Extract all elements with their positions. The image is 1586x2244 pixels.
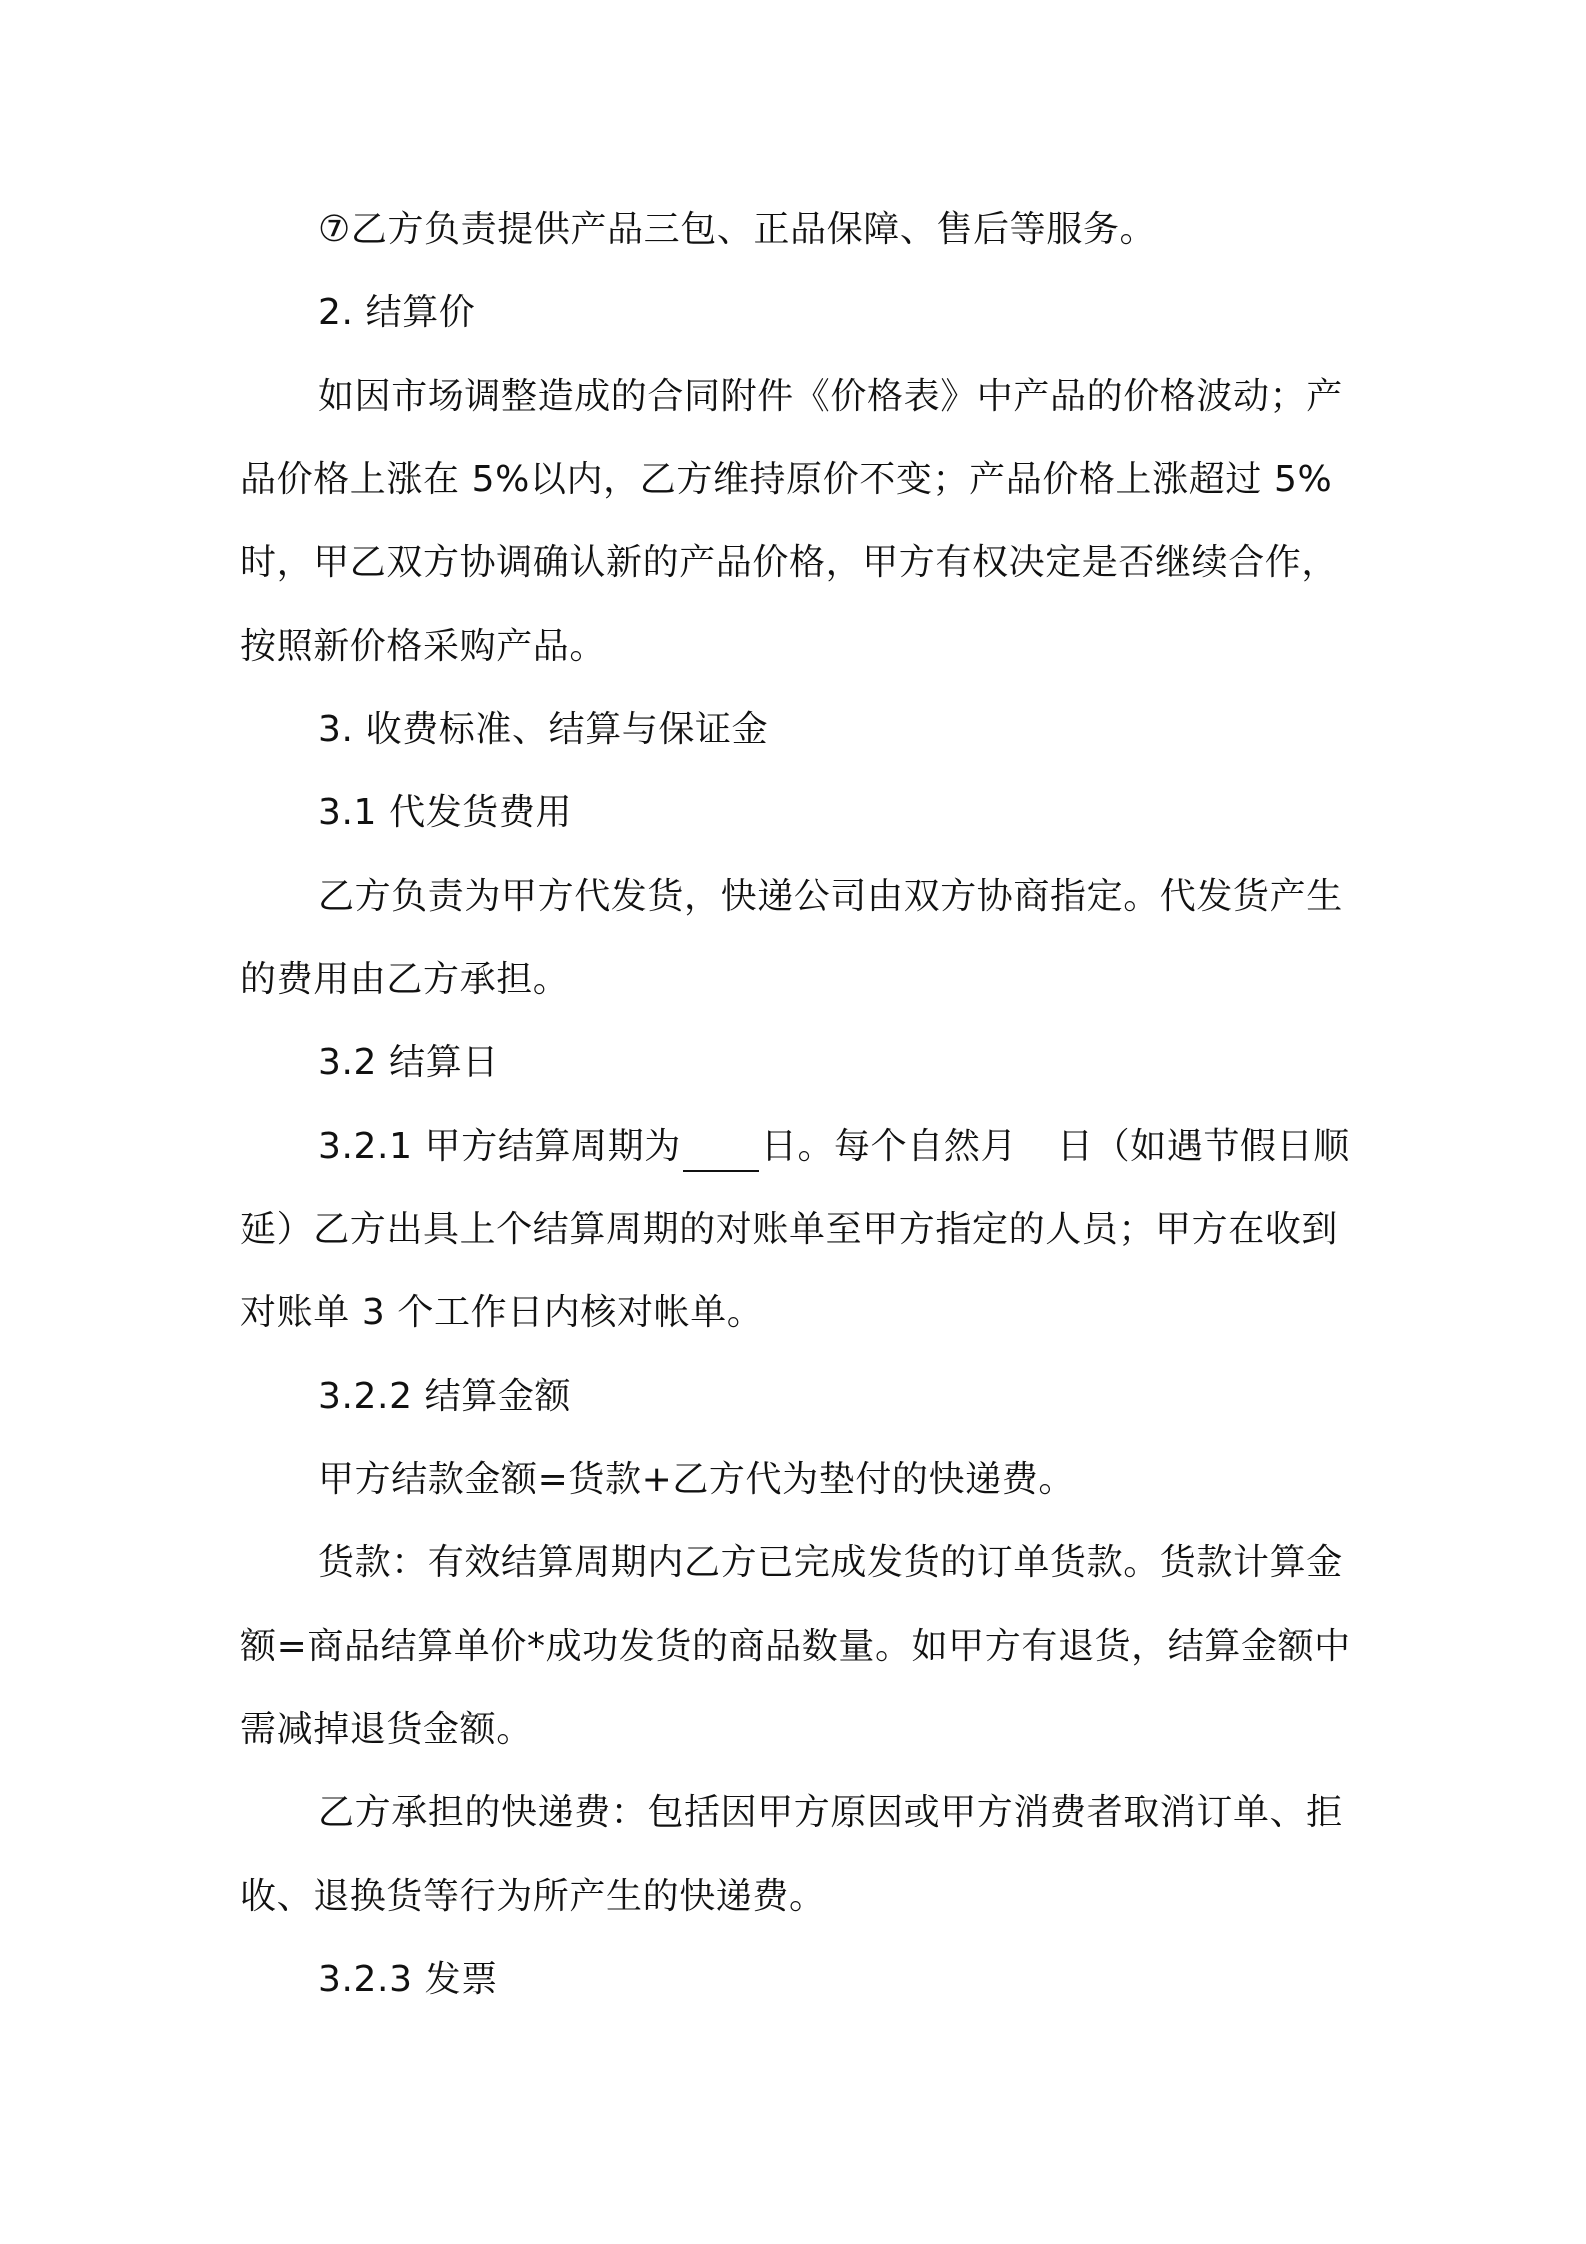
paragraph-line: 收、退换货等行为所产生的快递费。	[240, 1876, 826, 1917]
paragraph-line: 对账单 3 个工作日内核对帐单。	[240, 1292, 764, 1333]
paragraph-line: 按照新价格采购产品。	[240, 626, 607, 667]
blank-field	[683, 1132, 759, 1172]
paragraph-line: 需减掉退货金额。	[240, 1709, 533, 1750]
section-3-2-2-heading: 3.2.2 结算金额	[318, 1376, 572, 1417]
paragraph-line: 品价格上涨在 5%以内，乙方维持原价不变；产品价格上涨超过 5%	[240, 459, 1333, 500]
clause-3-2-1-text: 日。每个自然月	[760, 1126, 1018, 1167]
section-3-1-heading: 3.1 代发货费用	[318, 792, 573, 833]
clause-3-2-1-text-cont: 日（如遇节假日顺	[1057, 1126, 1350, 1167]
paragraph-line: 的费用由乙方承担。	[240, 959, 570, 1000]
section-3-heading: 3. 收费标准、结算与保证金	[318, 709, 769, 750]
section-3-2-heading: 3.2 结算日	[318, 1042, 499, 1083]
clause-7-text: ⑦乙方负责提供产品三包、正品保障、售后等服务。	[318, 209, 1157, 250]
paragraph-line: 乙方负责为甲方代发货，快递公司由双方协商指定。代发货产生	[318, 876, 1343, 917]
paragraph-line: 甲方结款金额=货款+乙方代为垫付的快递费。	[318, 1459, 1075, 1500]
section-3-2-3-heading: 3.2.3 发票	[318, 1959, 498, 2000]
clause-3-2-1-line	[318, 1122, 1438, 1172]
paragraph-line: 乙方承担的快递费：包括因甲方原因或甲方消费者取消订单、拒	[318, 1792, 1343, 1833]
paragraph-line: 延）乙方出具上个结算周期的对账单至甲方指定的人员；甲方在收到	[240, 1209, 1339, 1250]
paragraph-line: 如因市场调整造成的合同附件《价格表》中产品的价格波动；产	[318, 376, 1343, 417]
paragraph-line: 额=商品结算单价*成功发货的商品数量。如甲方有退货，结算金额中	[240, 1626, 1351, 1667]
clause-3-2-1-label: 3.2.1 甲方结算周期为	[318, 1126, 681, 1167]
paragraph-line: 货款：有效结算周期内乙方已完成发货的订单货款。货款计算金	[318, 1542, 1343, 1583]
paragraph-line: 时，甲乙双方协调确认新的产品价格，甲方有权决定是否继续合作，	[240, 542, 1339, 583]
section-2-heading: 2. 结算价	[318, 292, 476, 333]
